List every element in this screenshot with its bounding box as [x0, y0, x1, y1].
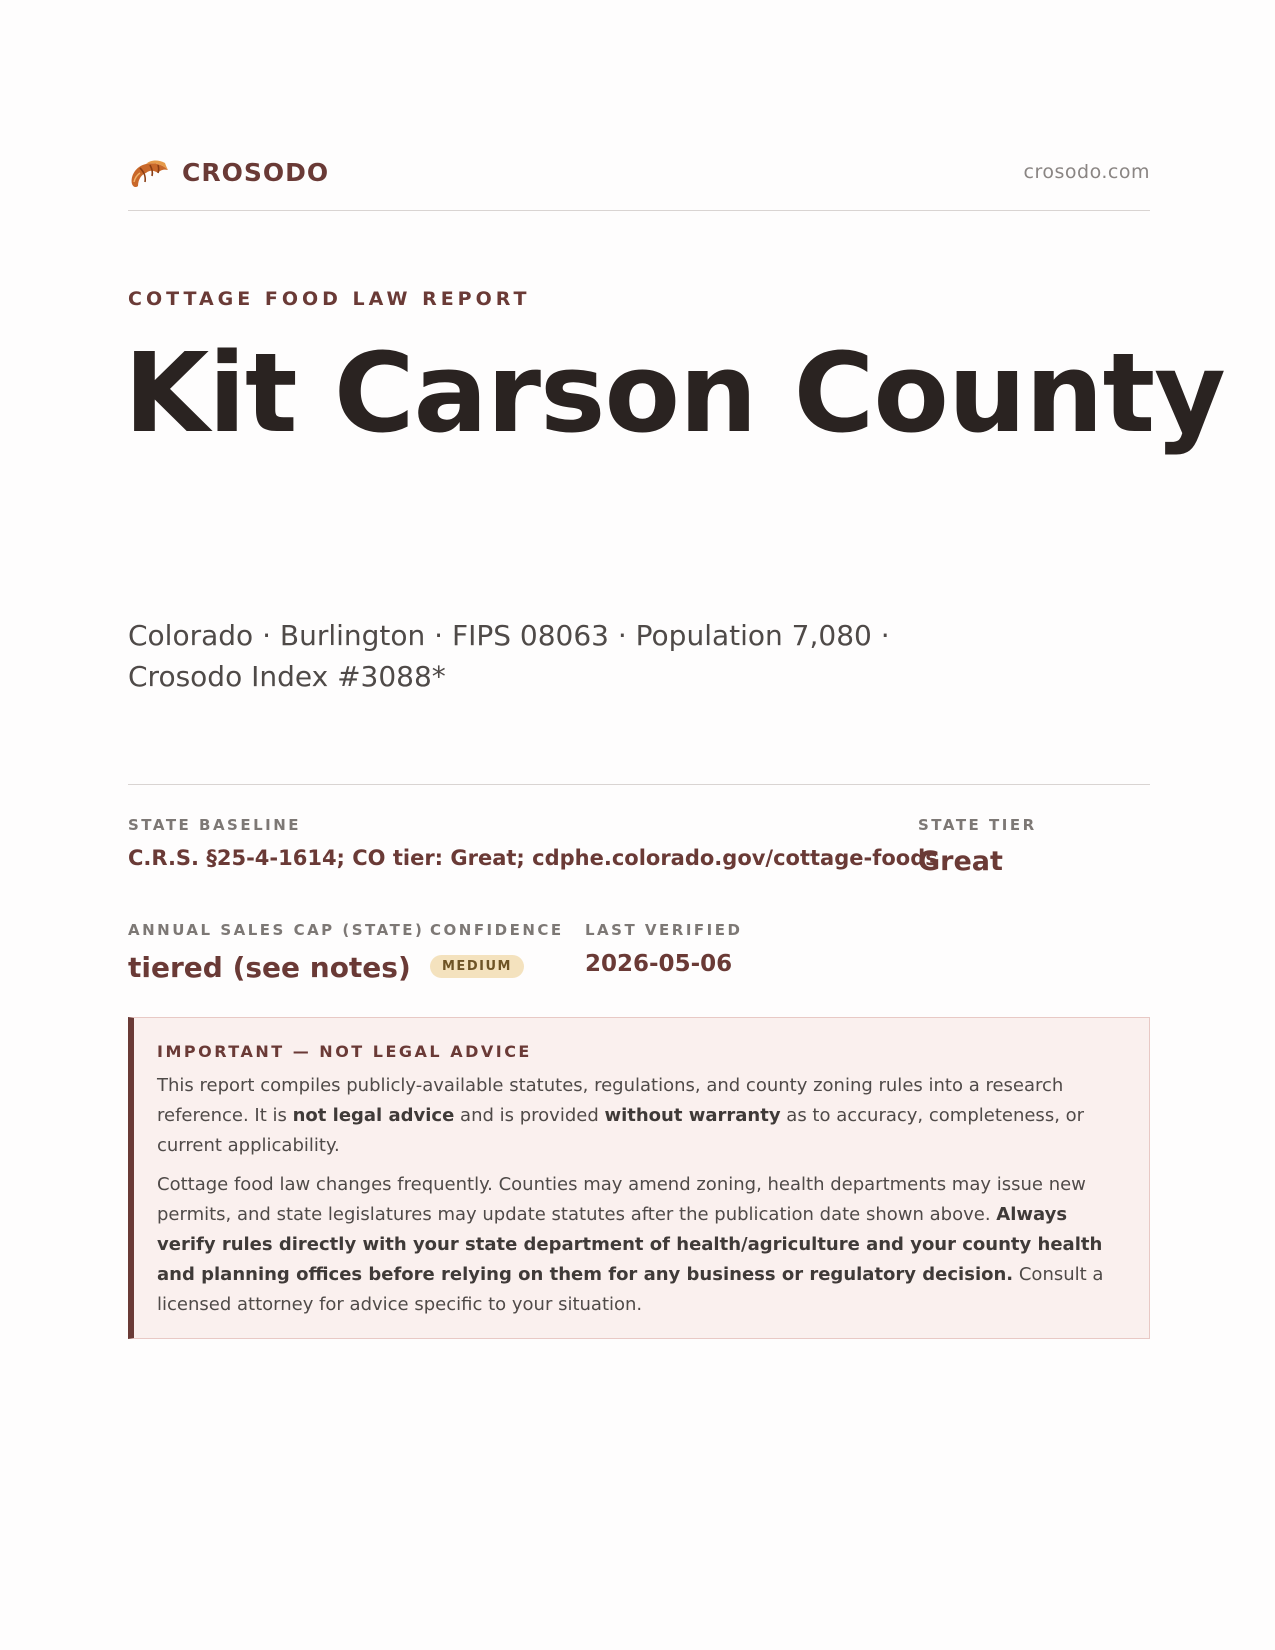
- brand-name: CROSODO: [182, 158, 330, 187]
- croissant-icon: [128, 154, 170, 192]
- notice-text: as to accuracy, completeness, or current applicability.: [157, 1105, 1085, 1156]
- state-tier-field: [918, 816, 1037, 877]
- state-baseline-value: C.R.S. §25-4-1614; CO tier: Great; cdphe.colorado.gov/cottage-foods: [128, 846, 938, 870]
- notice-emphasis: without warranty: [604, 1105, 781, 1126]
- state-tier-value: Great: [918, 846, 1003, 877]
- county-meta-line: Colorado · Burlington · FIPS 08063 · Population 7,080 ·: [128, 619, 890, 652]
- last-verified-value: 2026-05-06: [585, 951, 733, 977]
- legal-notice-title: IMPORTANT — NOT LEGAL ADVICE: [157, 1042, 532, 1061]
- page-header: [128, 154, 1150, 211]
- confidence-badge: MEDIUM: [430, 955, 524, 978]
- sales-cap-value: tiered (see notes): [128, 951, 411, 984]
- confidence-field: [430, 921, 564, 978]
- county-meta-line: Crosodo Index #3088*: [128, 660, 446, 693]
- legal-notice: [128, 1017, 1150, 1339]
- state-baseline-label: STATE BASELINE: [128, 816, 302, 834]
- state-baseline-field: [128, 816, 938, 870]
- sales-cap-label: ANNUAL SALES CAP (STATE): [128, 921, 425, 939]
- last-verified-label: LAST VERIFIED: [585, 921, 743, 939]
- section-divider: [128, 784, 1150, 785]
- legal-notice-paragraph: [157, 1071, 1123, 1161]
- report-kicker: COTTAGE FOOD LAW REPORT: [128, 288, 531, 310]
- notice-text: Consult a licensed attorney for advice specific to your situation.: [157, 1264, 1104, 1315]
- notice-text: Cottage food law changes frequently. Counties may amend zoning, health departments may issue new permits, and state legislatures may update statutes after the publication date shown above.: [157, 1174, 1086, 1225]
- notice-text: This report compiles publicly-available statutes, regulations, and county zoning rules into a research reference. It is: [157, 1075, 1064, 1126]
- legal-notice-paragraph: [157, 1170, 1123, 1320]
- confidence-label: CONFIDENCE: [430, 921, 564, 939]
- notice-emphasis: Always verify rules directly with your state department of health/agriculture and your county health and planning offices before relying on them for any business or regulatory decision.: [157, 1204, 1103, 1285]
- last-verified-field: [585, 921, 742, 977]
- state-tier-label: STATE TIER: [918, 816, 1037, 834]
- page-title: Kit Carson County: [124, 329, 1225, 457]
- site-url[interactable]: crosodo.com: [1023, 161, 1150, 183]
- notice-emphasis: not legal advice: [292, 1105, 455, 1126]
- notice-text: and is provided: [454, 1105, 605, 1126]
- sales-cap-field: [128, 921, 424, 984]
- county-meta: [128, 615, 948, 697]
- brand: [128, 154, 329, 192]
